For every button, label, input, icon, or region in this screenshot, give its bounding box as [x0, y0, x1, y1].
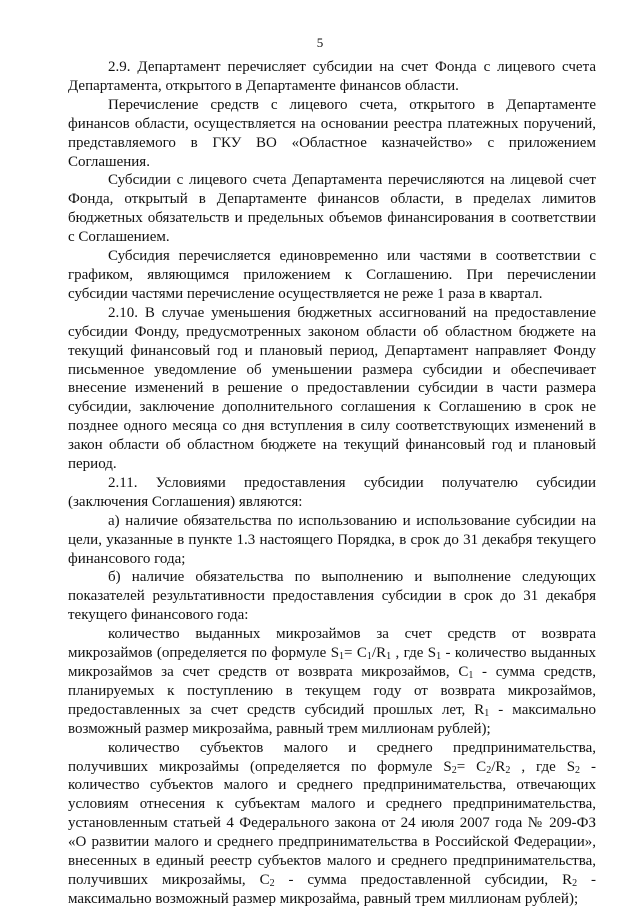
paragraph — [68, 474, 596, 512]
subscript-index: 1 — [386, 651, 392, 663]
paragraph-text: 2.11. Условиями предоставления субсидии получателю субсидии (заключения Соглашения) являются: — [68, 474, 596, 510]
subscript-index: 2 — [572, 877, 578, 889]
paragraph — [68, 512, 596, 569]
subscript-index: 1 — [468, 670, 474, 681]
subscript-index: 2 — [451, 764, 457, 776]
paragraph-text: - количество выданных микрозаймов за счет средств от возврата микрозаймов, C — [68, 645, 596, 680]
body-text — [68, 58, 596, 909]
subscript-index: 2 — [269, 877, 275, 889]
paragraph-text: /R — [371, 645, 387, 662]
paragraph — [68, 247, 596, 304]
subscript-index: 2 — [486, 764, 492, 776]
paragraph — [68, 96, 596, 172]
paragraph-text: Субсидия перечисляется единовременно или частями в соответствии с графиком, являющимся приложением к Соглашению. При перечислении субсидии частями перечисление осуществляется не реже 1 раза в квартал. — [68, 248, 596, 302]
paragraph-text: = C — [344, 645, 367, 662]
paragraph-text: а) наличие обязательства по использованию и использование субсидии на цели, указанные в пункте 1.3 настоящего Порядка, в срок до 31 декабря текущего финансового года; — [68, 512, 596, 567]
paragraph-text: = C — [456, 758, 487, 775]
paragraph — [68, 739, 596, 909]
paragraph-text: - количество субъектов малого и среднего предпринимательства, отвечающих условиям отнесения к субъектам малого и среднего предпринимательства, установленным статьей 4 Федерального закона от 24 июля 2007 года № 209-ФЗ «О развитии малого и среднего предпринимательства в Российской Федерации», внесенных в единый реестр субъектов малого и среднего предпринимательства, получивших микрозаймы, C — [68, 758, 596, 888]
paragraph-text: Субсидии с лицевого счета Департамента перечисляются на лицевой счет Фонда, открытый в Департаменте финансов области, в пределах лимитов бюджетных обязательств и предельных объемов финансирования в соответствии с Соглашением. — [68, 172, 596, 246]
paragraph-text: б) наличие обязательства по выполнению и выполнение следующих показателей результативности предоставления субсидии в срок до 31 декабря текущего финансового года: — [68, 569, 596, 624]
page-number: 5 — [316, 35, 324, 50]
subscript-index: 2 — [505, 764, 511, 776]
paragraph-text: - максимально возможный размер микрозайма, равный трем миллионам рублей); — [68, 871, 596, 907]
paragraph-text: , где S — [391, 645, 437, 662]
paragraph-text: количество выданных микрозаймов за счет средств от возврата микрозаймов (определяется по формуле S — [68, 626, 596, 662]
paragraph — [68, 58, 596, 96]
subscript-index: 1 — [436, 651, 442, 663]
paragraph-text: количество субъектов малого и среднего предпринимательства, получивших микрозаймы (определяется по формуле S — [68, 739, 596, 775]
paragraph — [68, 304, 596, 474]
paragraph — [68, 625, 596, 738]
subscript-index: 1 — [484, 707, 490, 719]
paragraph-text: Перечисление средств с лицевого счета, открытого в Департаменте финансов области, осуществляется на основании реестра платежных поручений, представляемого в ГКУ ВО «Областное казначейство» с приложением Соглашения. — [68, 96, 596, 170]
paragraph-text: - сумма средств, планируемых к поступлению в текущем году от возврата микрозаймов, предоставленных за счет средств субсидий прошлых лет, R — [68, 664, 596, 718]
paragraph-text: - сумма предоставленной субсидии, R — [274, 871, 573, 888]
paragraph-text: 2.9. Департамент перечисляет субсидии на счет Фонда с лицевого счета Департамента, открытого в Департаменте финансов области. — [68, 59, 596, 94]
paragraph-text: , где S — [510, 758, 576, 775]
paragraph-text: - максимально возможный размер микрозайма, равный трем миллионам рублей); — [68, 701, 596, 737]
paragraph — [68, 171, 596, 247]
paragraph-text: /R — [491, 758, 506, 775]
paragraph — [68, 568, 596, 625]
subscript-index: 1 — [339, 651, 345, 663]
subscript-index: 1 — [366, 651, 372, 663]
subscript-index: 2 — [575, 764, 581, 776]
paragraph-text: 2.10. В случае уменьшения бюджетных ассигнований на предоставление субсидии Фонду, предусмотренных законом области об областном бюджете на текущий финансовый год и плановый период, Департамент направляет Фонду письменное уведомление об уменьшении размера субсидии и обеспечивает внесение изменений в решение о предоставлении субсидии в части размера субсидии, заключение дополнительного соглашения к Соглашению в срок не позднее одного месяца со дня вступления в силу соответствующих изменений в закон области об областном бюджете на текущий финансовый год и плановый период. — [68, 304, 596, 473]
